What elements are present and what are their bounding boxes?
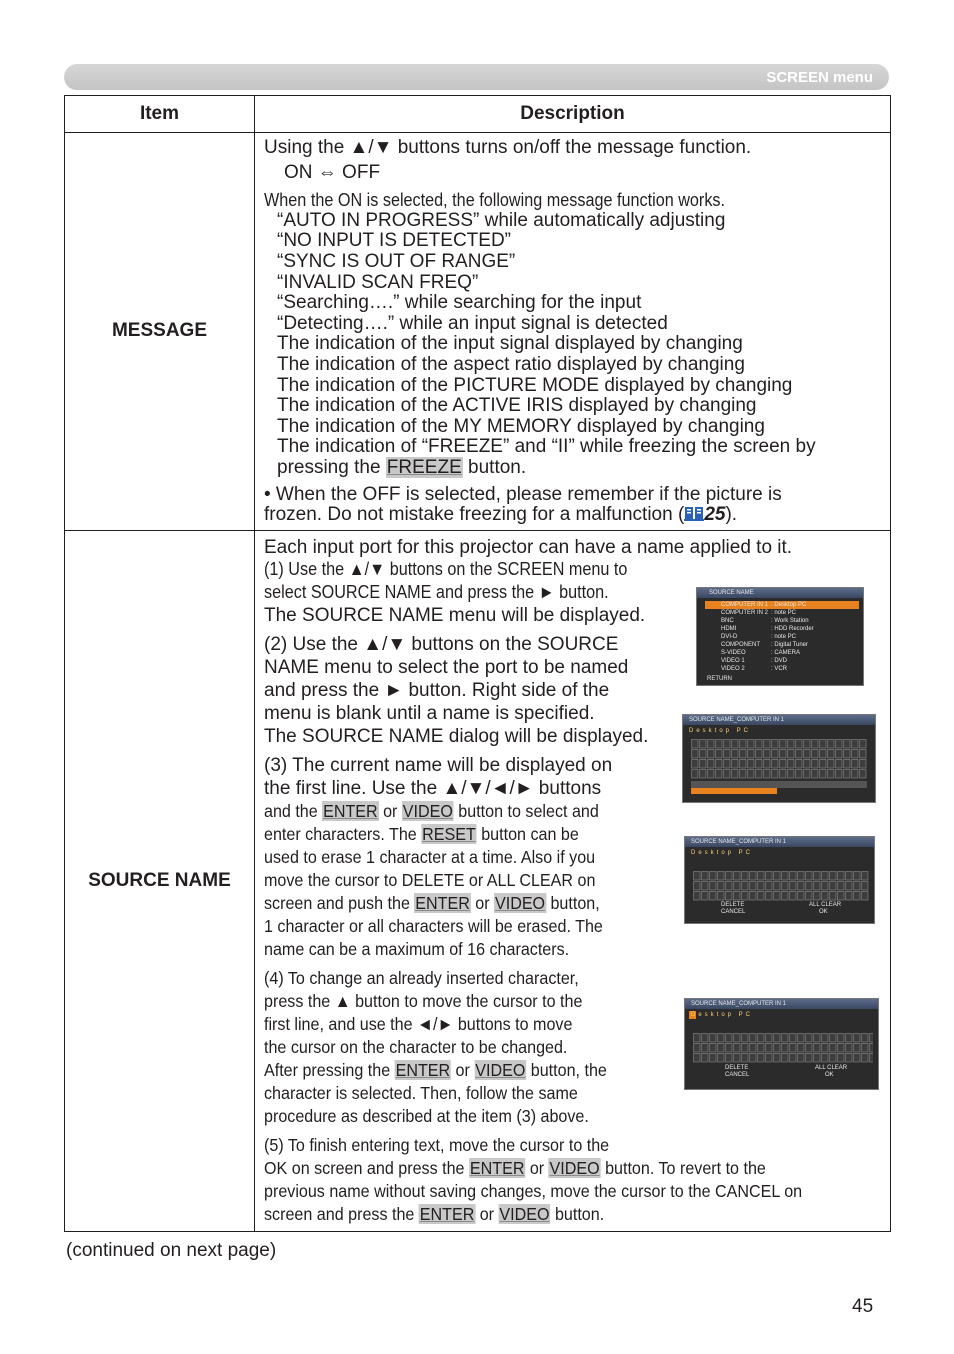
text: button can be bbox=[476, 824, 579, 845]
text: button. To revert to the bbox=[600, 1158, 766, 1179]
freeze-button-label: FREEZE bbox=[386, 456, 462, 478]
dialog-title: SOURCE NAME_COMPUTER IN 1 bbox=[691, 1001, 787, 1007]
menu-name: : HDD Recorder bbox=[771, 626, 814, 632]
column-header-item: Item bbox=[65, 96, 255, 133]
dialog-title: SOURCE NAME_COMPUTER IN 1 bbox=[691, 839, 787, 845]
continued-note: (continued on next page) bbox=[66, 1240, 277, 1261]
text: OK on screen and press the bbox=[264, 1158, 469, 1179]
message-list bbox=[264, 211, 890, 479]
ok-label: OK bbox=[825, 1072, 834, 1078]
list-item: The indication of the MY MEMORY displayed by changing bbox=[277, 415, 765, 437]
section-header-bar bbox=[64, 64, 889, 90]
column-header-description: Description bbox=[255, 96, 891, 133]
step4-line-f: character is selected. Then, follow the same bbox=[264, 1083, 578, 1104]
cancel-label: CANCEL bbox=[725, 1072, 750, 1078]
step3-line-f: move the cursor to DELETE or ALL CLEAR on bbox=[264, 870, 596, 891]
video-button-label: VIDEO bbox=[402, 801, 453, 822]
menu-port: BNC bbox=[721, 618, 734, 624]
menu-name: : Desktop PC bbox=[771, 602, 807, 608]
menu-name: : Work Station bbox=[771, 618, 809, 624]
step5-line-d bbox=[264, 1203, 840, 1226]
source-name-dialog-screenshot-3 bbox=[684, 998, 879, 1090]
step3-line-e: used to erase 1 character at a time. Also if you bbox=[264, 847, 596, 868]
video-button-label: VIDEO bbox=[549, 1158, 600, 1179]
enter-button-label: ENTER bbox=[395, 1060, 451, 1081]
menu-name: : Digital Tuner bbox=[771, 642, 809, 648]
enter-button-label: ENTER bbox=[323, 801, 378, 822]
character-grid bbox=[693, 1033, 873, 1063]
menu-port: DVI-D bbox=[721, 634, 738, 640]
step3-block bbox=[264, 754, 664, 961]
step3-line-d bbox=[264, 823, 632, 846]
text: enter characters. The bbox=[264, 824, 422, 845]
step4-line-b: press the ▲ button to move the cursor to the bbox=[264, 991, 583, 1012]
list-item: “Detecting….” while an input signal is detected bbox=[277, 312, 668, 334]
menu-return: RETURN bbox=[707, 676, 732, 682]
menu-port: COMPUTER IN 1 bbox=[721, 602, 769, 608]
step3-line-h: 1 character or all characters will be erased. The bbox=[264, 916, 603, 937]
list-item: “Searching….” while searching for the input bbox=[277, 292, 642, 314]
step4-line-c: first line, and use the ◄/► buttons to move bbox=[264, 1014, 573, 1035]
menu-title: SOURCE NAME bbox=[709, 590, 754, 596]
delete-label: DELETE bbox=[725, 1065, 749, 1071]
off-note-2 bbox=[264, 505, 890, 526]
enter-button-label: ENTER bbox=[415, 893, 470, 914]
text: button, bbox=[546, 893, 600, 914]
all-clear-label: ALL CLEAR bbox=[815, 1065, 848, 1071]
menu-port: COMPUTER IN 2 bbox=[721, 610, 769, 616]
step5-line-b bbox=[264, 1157, 840, 1180]
step1-line-a: (1) Use the ▲/▼ buttons on the SCREEN menu to bbox=[264, 559, 628, 580]
step4-line-d: the cursor on the character to be changed. bbox=[264, 1037, 568, 1058]
list-item: “SYNC IS OUT OF RANGE” bbox=[277, 250, 516, 272]
step1-line-b: select SOURCE NAME and press the ► button. bbox=[264, 582, 609, 603]
video-button-label: VIDEO bbox=[499, 1204, 550, 1225]
menu-title-bar bbox=[697, 588, 863, 598]
menu-name: : note PC bbox=[771, 610, 797, 616]
text: or bbox=[525, 1158, 549, 1179]
text: and the bbox=[264, 801, 323, 822]
item-source-name: SOURCE NAME bbox=[65, 530, 255, 1232]
enter-button-label: ENTER bbox=[419, 1204, 475, 1225]
text: screen and press the bbox=[264, 1204, 419, 1225]
step3-line-c bbox=[264, 800, 632, 823]
source-name-dialog-screenshot-1 bbox=[682, 714, 876, 803]
delete-row bbox=[691, 781, 867, 788]
text: After pressing the bbox=[264, 1060, 395, 1081]
step2-line: menu is blank until a name is specified. bbox=[264, 703, 595, 725]
menu-name: : note PC bbox=[771, 634, 797, 640]
all-clear-label: ALL CLEAR bbox=[809, 902, 842, 908]
menu-port: VIDEO 1 bbox=[721, 658, 745, 664]
step2-line: (2) Use the ▲/▼ buttons on the SOURCE bbox=[264, 634, 619, 656]
ok-label: OK bbox=[819, 909, 828, 915]
list-item-freeze bbox=[277, 458, 890, 479]
text: or bbox=[378, 801, 402, 822]
dialog-title: SOURCE NAME_COMPUTER IN 1 bbox=[689, 717, 785, 723]
book-reference-icon bbox=[684, 505, 704, 522]
cancel-label: CANCEL bbox=[721, 909, 746, 915]
character-grid bbox=[691, 739, 867, 779]
page-number: 45 bbox=[852, 1296, 874, 1317]
text: button, the bbox=[526, 1060, 607, 1081]
dialog-name: Desktop PC bbox=[691, 1012, 754, 1018]
off-note-end: ). bbox=[725, 504, 738, 526]
list-item: The indication of the PICTURE MODE displayed by changing bbox=[277, 374, 793, 396]
text: button to select and bbox=[453, 801, 599, 822]
step4-line-e bbox=[264, 1059, 632, 1082]
message-on-off: ON ⇔ OFF bbox=[284, 161, 381, 183]
list-item: The indication of “FREEZE” and “II” while freezing the screen by bbox=[277, 436, 816, 458]
text: or bbox=[470, 893, 495, 914]
menu-port: VIDEO 2 bbox=[721, 666, 745, 672]
menu-name: : CAMERA bbox=[771, 650, 801, 656]
list-item: “AUTO IN PROGRESS” while automatically adjusting bbox=[277, 209, 726, 231]
step3-line-b: the first line. Use the ▲/▼/◄/► buttons bbox=[264, 778, 602, 800]
list-item: “NO INPUT IS DETECTED” bbox=[277, 230, 511, 252]
dialog-title-bar bbox=[685, 999, 878, 1009]
menu-port: COMPONENT bbox=[721, 642, 760, 648]
section-label: SCREEN menu bbox=[766, 69, 873, 86]
dialog-title-bar bbox=[685, 837, 874, 847]
step4-block bbox=[264, 967, 664, 1128]
list-item: The indication of the aspect ratio displayed by changing bbox=[277, 353, 745, 375]
step2-block bbox=[264, 633, 664, 748]
delete-label: DELETE bbox=[721, 902, 745, 908]
step3-line-a: (3) The current name will be displayed on bbox=[264, 755, 613, 777]
list-item: The indication of the ACTIVE IRIS displayed by changing bbox=[277, 395, 757, 417]
off-note-1: • When the OFF is selected, please remember if the picture is bbox=[264, 483, 782, 505]
dialog-title-bar bbox=[683, 715, 875, 725]
step5-block bbox=[264, 1134, 890, 1226]
step4-line-g: procedure as described at the item (3) above. bbox=[264, 1106, 589, 1127]
text: or bbox=[451, 1060, 475, 1081]
menu-name: : DVD bbox=[771, 658, 788, 664]
source-steps bbox=[264, 558, 664, 1128]
dialog-name: Desktop PC bbox=[689, 728, 752, 734]
cancel-highlight bbox=[691, 788, 777, 794]
page-reference[interactable]: 25 bbox=[704, 504, 726, 526]
list-item: “INVALID SCAN FREQ” bbox=[277, 271, 479, 293]
source-name-menu-screenshot bbox=[696, 587, 864, 686]
menu-port: S-VIDEO bbox=[721, 650, 746, 656]
step2-line: and press the ► button. Right side of the bbox=[264, 680, 610, 702]
menu-port: HDMI bbox=[721, 626, 737, 632]
item-message: MESSAGE bbox=[65, 133, 255, 531]
step2-line: NAME menu to select the port to be named bbox=[264, 657, 629, 679]
table-row-message bbox=[65, 133, 891, 531]
step3-line-i: name can be a maximum of 16 characters. bbox=[264, 939, 570, 960]
message-line1: Using the ▲/▼ buttons turns on/off the message function. bbox=[264, 137, 752, 158]
step5-line-a: (5) To finish entering text, move the cursor to the bbox=[264, 1135, 610, 1156]
description-message bbox=[255, 133, 891, 531]
video-button-label: VIDEO bbox=[494, 893, 546, 914]
off-note-text: frozen. Do not mistake freezing for a malfunction ( bbox=[264, 504, 685, 526]
dialog-name: Desktop PC bbox=[691, 850, 754, 856]
freeze-text-pre: pressing the bbox=[277, 456, 386, 478]
step2-line: The SOURCE NAME dialog will be displayed. bbox=[264, 726, 649, 748]
text: or bbox=[475, 1204, 499, 1225]
source-name-dialog-screenshot-2 bbox=[684, 836, 875, 924]
reset-button-label: RESET bbox=[422, 824, 476, 845]
video-button-label: VIDEO bbox=[475, 1060, 526, 1081]
freeze-text-post: button. bbox=[462, 456, 527, 478]
enter-button-label: ENTER bbox=[469, 1158, 525, 1179]
menu-name: : VCR bbox=[771, 666, 788, 672]
text: screen and push the bbox=[264, 893, 415, 914]
step1-line-c: The SOURCE NAME menu will be displayed. bbox=[264, 605, 646, 627]
step5-line-c: previous name without saving changes, move the cursor to the CANCEL on bbox=[264, 1181, 803, 1202]
source-intro: Each input port for this projector can have a name applied to it. bbox=[264, 536, 793, 558]
step4-line-a: (4) To change an already inserted character, bbox=[264, 968, 579, 989]
character-grid bbox=[693, 871, 869, 901]
message-line2: When the ON is selected, the following message function works. bbox=[264, 190, 726, 211]
step3-line-g bbox=[264, 892, 632, 915]
list-item: The indication of the input signal displayed by changing bbox=[277, 333, 743, 355]
text: button. bbox=[550, 1204, 605, 1225]
